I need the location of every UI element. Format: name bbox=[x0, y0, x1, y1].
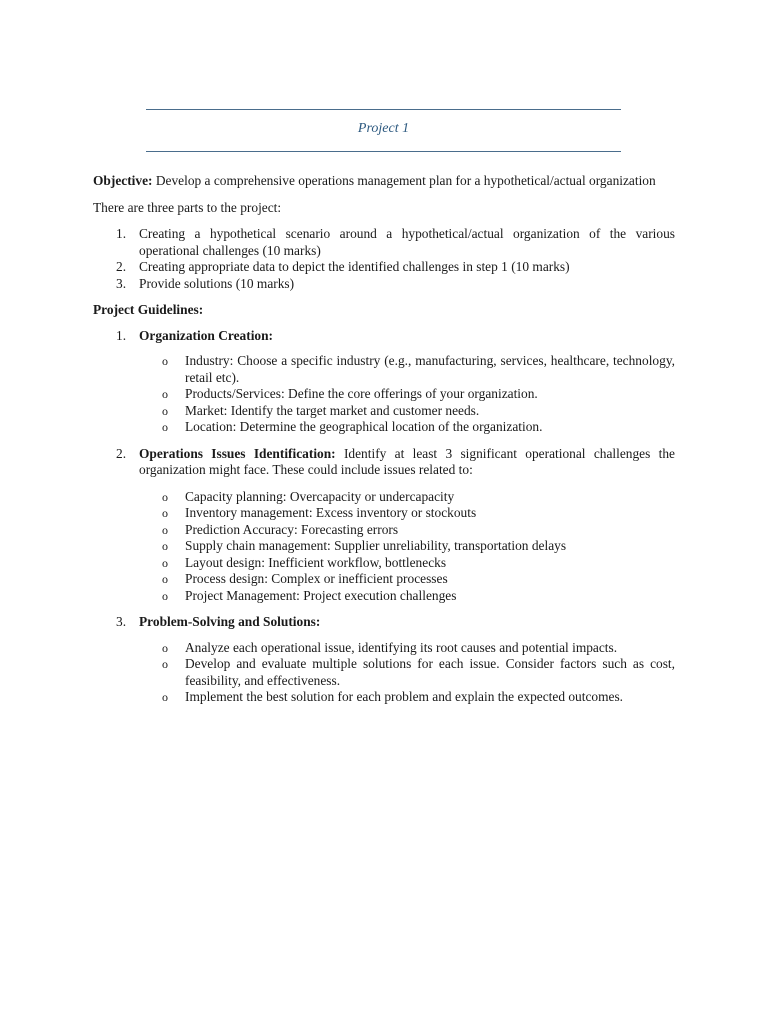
objective-paragraph bbox=[93, 173, 675, 190]
list-item bbox=[93, 538, 675, 555]
document-body bbox=[93, 173, 675, 716]
list-item bbox=[93, 588, 675, 605]
list-item-text: Creating a hypothetical scenario around a hypothetical/actual organization of the various operational challenges (10 marks) bbox=[139, 226, 675, 258]
list-number: 1. bbox=[116, 226, 127, 241]
header-rule-top bbox=[146, 109, 621, 110]
section-3-bullets bbox=[93, 640, 675, 706]
list-item bbox=[93, 403, 675, 420]
section-title: Problem-Solving and Solutions: bbox=[139, 614, 321, 629]
bullet-icon: o bbox=[162, 690, 168, 704]
bullet-text: Industry: Choose a specific industry (e.g., manufacturing, services, healthcare, technology, retail etc). bbox=[185, 353, 675, 385]
section-title: Organization Creation: bbox=[139, 327, 274, 343]
list-item bbox=[93, 226, 675, 259]
bullet-text: Layout design: Inefficient workflow, bottlenecks bbox=[185, 554, 447, 570]
list-item bbox=[93, 489, 675, 506]
bullet-text: Prediction Accuracy: Forecasting errors bbox=[185, 521, 399, 537]
bullet-text: Project Management: Project execution challenges bbox=[185, 587, 457, 603]
section-2-bullets bbox=[93, 489, 675, 605]
bullet-text: Inventory management: Excess inventory or stockouts bbox=[185, 505, 477, 520]
bullet-icon: o bbox=[162, 657, 168, 671]
section-number: 2. bbox=[116, 445, 127, 461]
guidelines-heading: Project Guidelines: bbox=[93, 302, 204, 317]
project-parts-list bbox=[93, 226, 675, 292]
bullet-text: Analyze each operational issue, identifying its root causes and potential impacts. bbox=[185, 639, 618, 655]
list-item bbox=[93, 656, 675, 689]
section-title: Operations Issues Identification: bbox=[139, 445, 336, 461]
list-item bbox=[93, 555, 675, 572]
list-item bbox=[93, 522, 675, 539]
list-item-text: Creating appropriate data to depict the identified challenges in step 1 (10 marks) bbox=[139, 259, 570, 274]
bullet-icon: o bbox=[162, 588, 168, 603]
bullet-icon: o bbox=[162, 555, 168, 570]
section-text: Identify at least 3 significant operational challenges the organization might face. These could include issues related to: bbox=[139, 445, 675, 477]
bullet-icon: o bbox=[162, 354, 168, 368]
bullet-icon: o bbox=[162, 640, 168, 655]
list-number: 3. bbox=[116, 275, 127, 291]
section-organization-creation bbox=[93, 328, 675, 345]
list-item bbox=[93, 640, 675, 657]
bullet-text: Capacity planning: Overcapacity or undercapacity bbox=[185, 488, 455, 504]
page-title: Project 1 bbox=[357, 121, 410, 136]
bullet-icon: o bbox=[162, 572, 168, 586]
list-item bbox=[93, 353, 675, 386]
list-item bbox=[93, 571, 675, 588]
objective-text: Develop a comprehensive operations management plan for a hypothetical/actual organization bbox=[152, 173, 656, 188]
bullet-text: Implement the best solution for each problem and explain the expected outcomes. bbox=[185, 689, 624, 704]
bullet-text: Products/Services: Define the core offerings of your organization. bbox=[185, 386, 538, 401]
header-rule-bottom bbox=[146, 151, 621, 152]
list-item-text: Provide solutions (10 marks) bbox=[139, 275, 295, 291]
bullet-text: Location: Determine the geographical location of the organization. bbox=[185, 419, 543, 434]
bullet-icon: o bbox=[162, 506, 168, 520]
list-item bbox=[93, 386, 675, 403]
list-item bbox=[93, 689, 675, 706]
section-operations-issues bbox=[93, 446, 675, 479]
bullet-text: Process design: Complex or inefficient processes bbox=[185, 571, 448, 586]
bullet-text: Supply chain management: Supplier unreliability, transportation delays bbox=[185, 538, 567, 553]
bullet-icon: o bbox=[162, 489, 168, 504]
list-item bbox=[93, 259, 675, 276]
objective-label: Objective: bbox=[93, 173, 153, 188]
list-item bbox=[93, 276, 675, 293]
section-number: 3. bbox=[116, 614, 127, 629]
bullet-icon: o bbox=[162, 420, 168, 434]
bullet-text: Market: Identify the target market and customer needs. bbox=[185, 402, 480, 418]
list-item bbox=[93, 419, 675, 436]
bullet-icon: o bbox=[162, 539, 168, 553]
section-number: 1. bbox=[116, 327, 127, 343]
bullet-text: Develop and evaluate multiple solutions for each issue. Consider factors such as cost, feasibility, and effectiveness. bbox=[185, 656, 675, 688]
section-problem-solving bbox=[93, 614, 675, 631]
bullet-icon: o bbox=[162, 387, 168, 401]
intro-text: There are three parts to the project: bbox=[93, 199, 282, 215]
list-number: 2. bbox=[116, 259, 127, 274]
bullet-icon: o bbox=[162, 522, 168, 537]
section-1-bullets bbox=[93, 353, 675, 436]
list-item bbox=[93, 505, 675, 522]
bullet-icon: o bbox=[162, 403, 168, 418]
